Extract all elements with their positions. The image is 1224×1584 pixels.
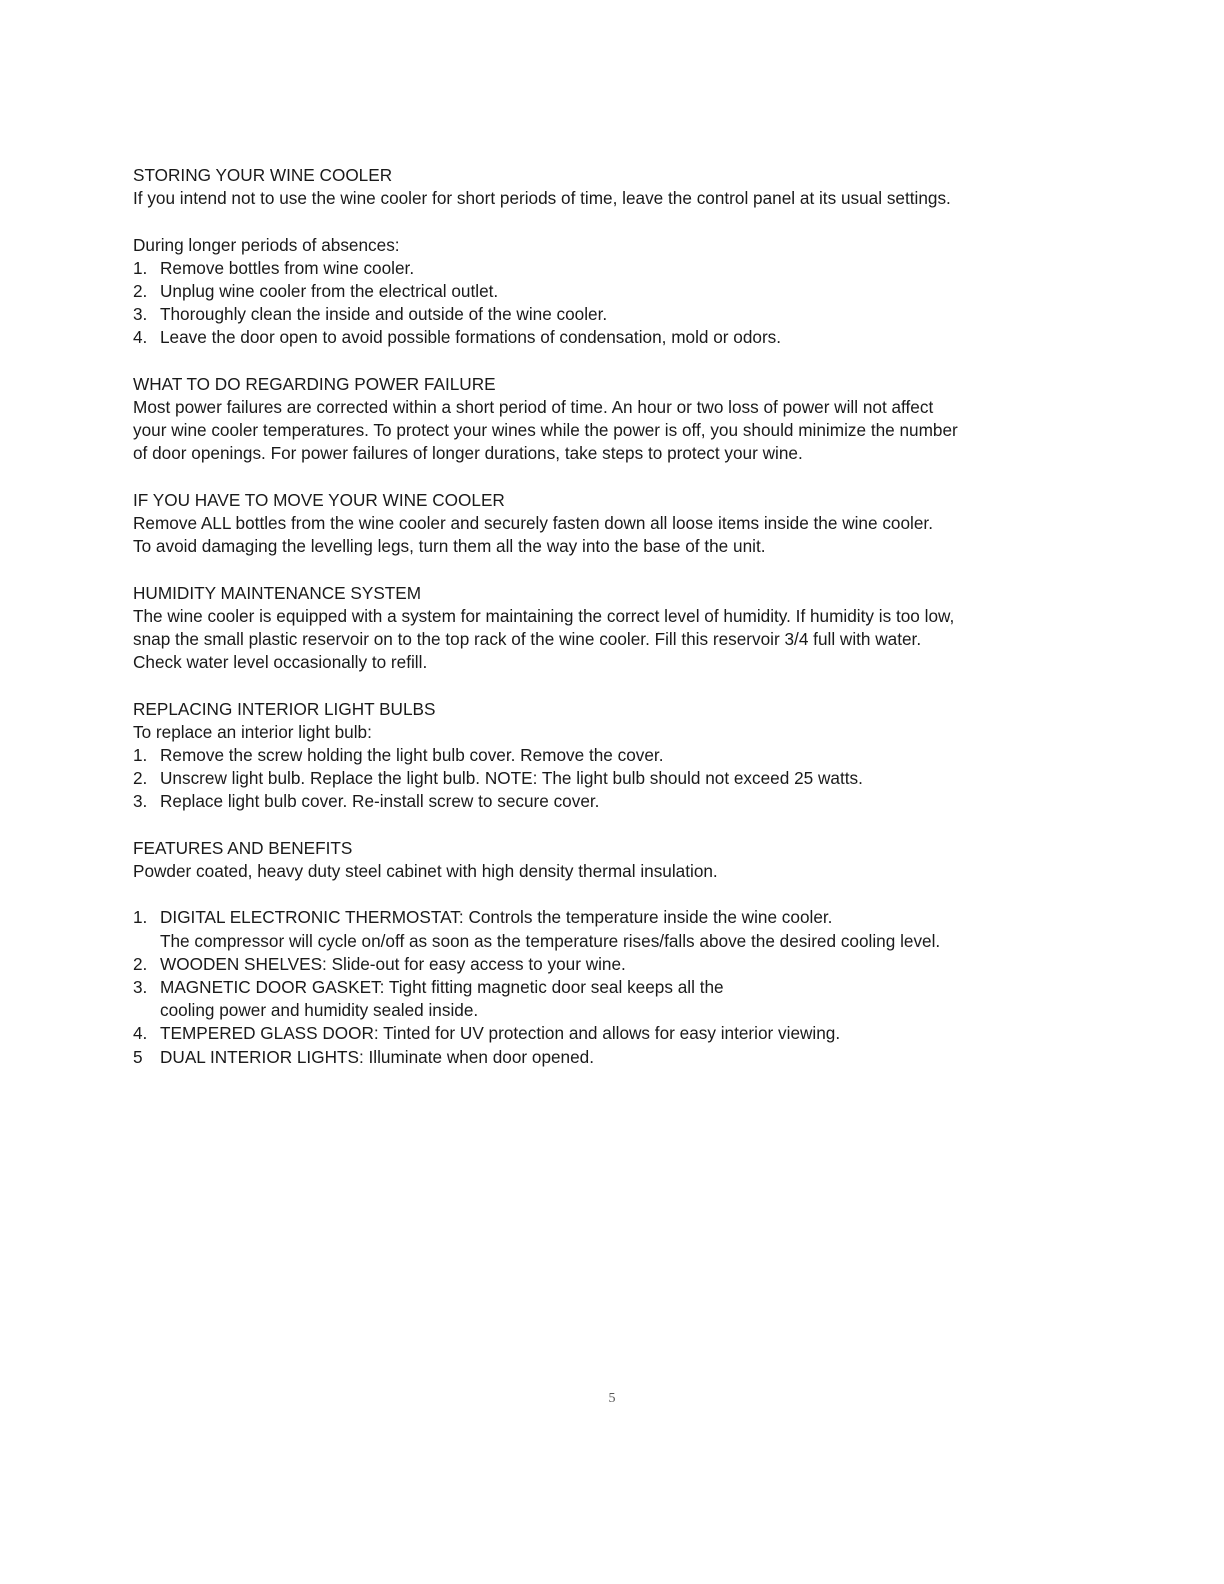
page-content	[133, 164, 1093, 1092]
paragraph-line: snap the small plastic reservoir on to the top rack of the wine cooler. Fill this reservoir 3/4 full with water.	[133, 629, 922, 649]
list-item	[133, 257, 1093, 280]
section-power-failure	[133, 373, 1093, 466]
list-item	[133, 953, 1093, 976]
item-text: Replace light bulb cover. Re-install screw to secure cover.	[160, 791, 600, 812]
item-line: MAGNETIC DOOR GASKET: Tight fitting magnetic door seal keeps all the	[160, 977, 724, 997]
item-number: 2.	[133, 281, 148, 301]
list-item	[133, 303, 1093, 326]
list-intro: To replace an interior light bulb:	[133, 721, 372, 742]
paragraph-line: To avoid damaging the levelling legs, turn them all the way into the base of the unit.	[133, 536, 766, 557]
section-heading: STORING YOUR WINE COOLER	[133, 165, 393, 185]
paragraph-line: your wine cooler temperatures. To protect your wines while the power is off, you should minimize the number	[133, 420, 958, 441]
item-line: WOODEN SHELVES: Slide-out for easy access to your wine.	[160, 953, 626, 974]
section-heading: WHAT TO DO REGARDING POWER FAILURE	[133, 373, 496, 394]
item-line: The compressor will cycle on/off as soon as the temperature rises/falls above the desired cooling level.	[160, 930, 941, 951]
section-move-cooler	[133, 489, 1093, 559]
section-heading: REPLACING INTERIOR LIGHT BULBS	[133, 698, 436, 719]
section-heading: HUMIDITY MAINTENANCE SYSTEM	[133, 582, 422, 603]
item-line: DUAL INTERIOR LIGHTS: Illuminate when door opened.	[160, 1046, 595, 1067]
section-features	[133, 837, 1093, 1069]
paragraph-line: Remove ALL bottles from the wine cooler and securely fasten down all loose items inside the wine cooler.	[133, 513, 933, 533]
item-number: 1.	[133, 257, 148, 278]
item-number: 1.	[133, 745, 148, 765]
item-number: 3.	[133, 304, 148, 325]
paragraph-line: The wine cooler is equipped with a system for maintaining the correct level of humidity. If humidity is too low,	[133, 605, 955, 626]
item-text: Leave the door open to avoid possible formations of condensation, mold or odors.	[160, 327, 782, 348]
item-number: 3.	[133, 791, 148, 812]
paragraph-line: of door openings. For power failures of longer durations, take steps to protect your wine.	[133, 443, 803, 464]
list-item	[133, 906, 1093, 952]
item-text: Unplug wine cooler from the electrical outlet.	[160, 281, 499, 301]
section-storing	[133, 164, 1093, 350]
list-intro: During longer periods of absences:	[133, 234, 400, 255]
item-number: 4.	[133, 327, 148, 348]
list-item	[133, 744, 1093, 767]
paragraph-line: Most power failures are corrected within a short period of time. An hour or two loss of power will not affect	[133, 397, 934, 417]
item-text: Remove bottles from wine cooler.	[160, 257, 415, 278]
item-text: Thoroughly clean the inside and outside of the wine cooler.	[160, 304, 608, 325]
section-paragraph: Powder coated, heavy duty steel cabinet with high density thermal insulation.	[133, 861, 718, 881]
list-item	[133, 326, 1093, 349]
item-line: cooling power and humidity sealed inside.	[160, 1000, 479, 1021]
list-item	[133, 280, 1093, 303]
item-line: DIGITAL ELECTRONIC THERMOSTAT: Controls the temperature inside the wine cooler.	[160, 907, 833, 928]
list-item	[133, 1022, 1093, 1045]
section-humidity	[133, 582, 1093, 675]
paragraph-gap	[133, 210, 1093, 233]
item-number: 2.	[133, 953, 148, 974]
paragraph-gap	[133, 883, 1093, 906]
list-item	[133, 1046, 1093, 1069]
page-number: 5	[608, 1391, 616, 1406]
list-item	[133, 790, 1093, 813]
item-number: 5	[133, 1046, 143, 1067]
numbered-list	[133, 257, 1093, 350]
section-paragraph: If you intend not to use the wine cooler for short periods of time, leave the control panel at its usual settings.	[133, 188, 951, 209]
item-line: TEMPERED GLASS DOOR: Tinted for UV protection and allows for easy interior viewing.	[160, 1023, 841, 1044]
item-text	[160, 1046, 1093, 1069]
item-number: 4.	[133, 1023, 148, 1044]
list-item	[133, 767, 1093, 790]
item-text	[160, 976, 1093, 1022]
item-text	[160, 906, 1093, 952]
paragraph-line: Check water level occasionally to refill.	[133, 652, 428, 673]
item-number: 2.	[133, 768, 148, 789]
item-text: Unscrew light bulb. Replace the light bulb. NOTE: The light bulb should not exceed 25 watts.	[160, 768, 863, 789]
item-text	[160, 953, 1093, 976]
item-number: 3.	[133, 977, 148, 997]
section-heading: FEATURES AND BENEFITS	[133, 837, 353, 858]
item-text: Remove the screw holding the light bulb cover. Remove the cover.	[160, 745, 664, 765]
list-item	[133, 976, 1093, 1022]
section-heading: IF YOU HAVE TO MOVE YOUR WINE COOLER	[133, 489, 505, 510]
item-number: 1.	[133, 907, 148, 928]
numbered-list	[133, 906, 1093, 1068]
numbered-list	[133, 744, 1093, 814]
section-light-bulbs	[133, 698, 1093, 814]
item-text	[160, 1022, 1093, 1045]
